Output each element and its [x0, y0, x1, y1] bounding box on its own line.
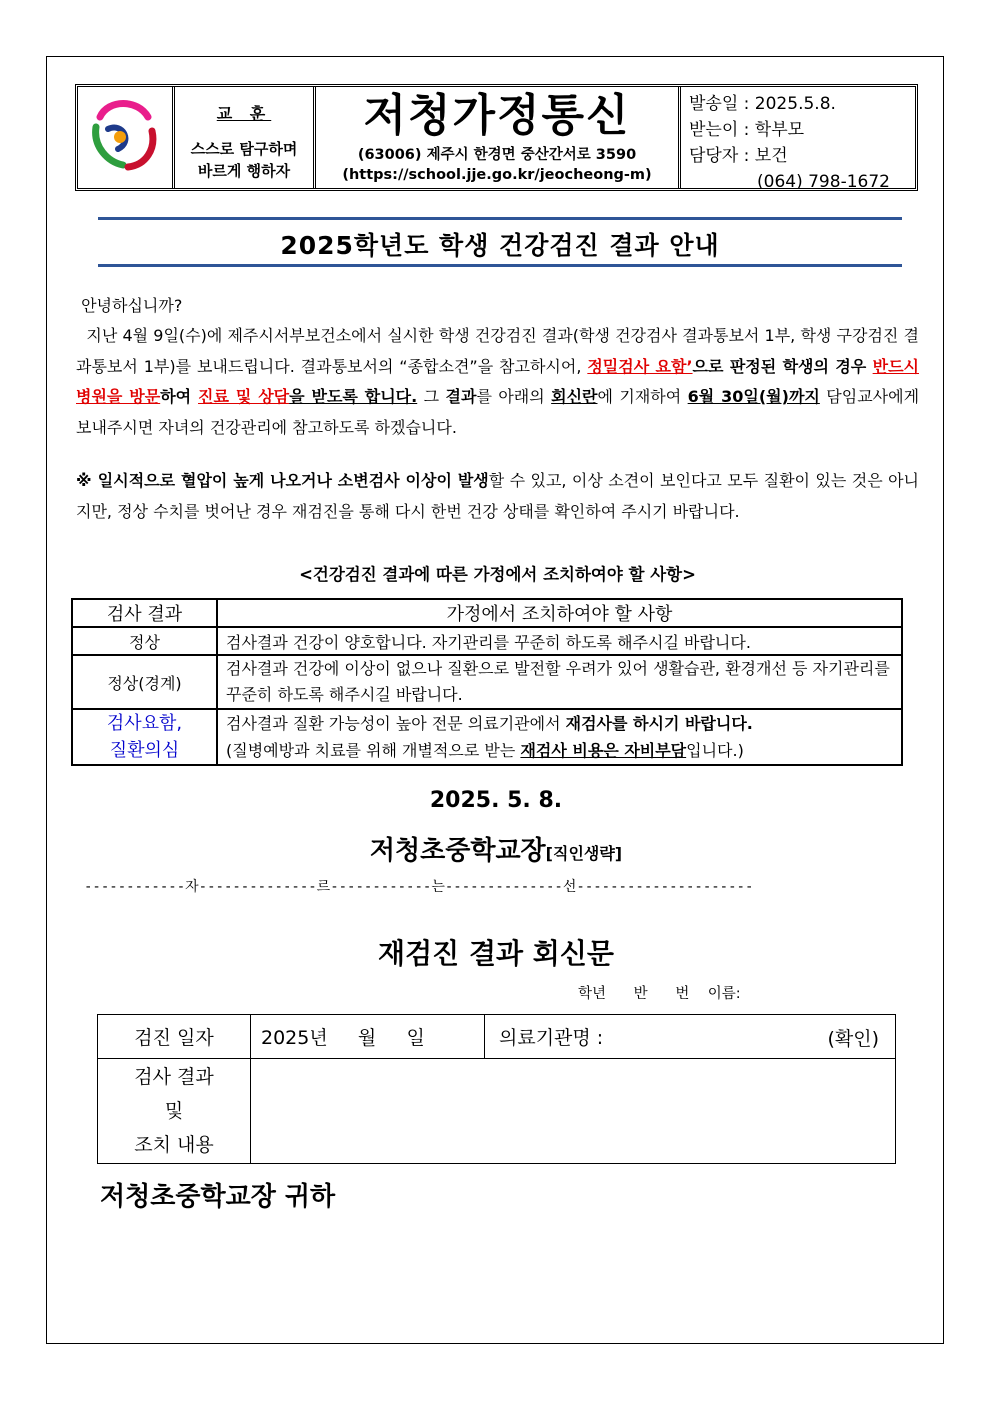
p1-b1: 으로 판정된 학생의 경우 [692, 356, 873, 376]
p1-red3: 진료 및 상담 [198, 387, 290, 406]
row-border-label: 정상(경계) [72, 655, 217, 709]
title-bar-top [98, 217, 902, 220]
row3-b: 재검사를 하시기 바랍니다. [565, 714, 753, 733]
p1-c: 그 [417, 387, 446, 406]
title-cell [316, 87, 681, 188]
row3-c: (질병예방과 치료를 위해 개별적으로 받는 [226, 741, 521, 760]
result-label-2: 및 [164, 1100, 184, 1122]
intro-paragraph [76, 321, 919, 443]
p1-b4: 결과 [445, 387, 477, 406]
greeting [76, 291, 919, 322]
motto-line-1: 스스로 탐구하며 [190, 140, 298, 158]
p1-b5: 회신란 [551, 387, 598, 406]
signature-note: [직인생략] [545, 844, 623, 863]
reply-addressee: 저청초중학교장 귀하 [100, 1182, 336, 1212]
row3-d: 재검사 비용은 자비부담 [520, 741, 687, 760]
row3-a: 검사결과 질환 가능성이 높아 전문 의료기관에서 [226, 714, 566, 733]
p1-e: 에 기재하여 [597, 387, 688, 406]
row-normal-text: 검사결과 건강이 양호합니다. 자기관리를 꾸준히 하도록 해주시길 바랍니다. [217, 627, 902, 655]
row-check-label-2: 질환의심 [109, 740, 180, 761]
hospital-field[interactable] [485, 1015, 896, 1059]
result-label-1: 검사 결과 [134, 1066, 214, 1088]
p1-red2: 반드시 병원을 방문 [76, 356, 919, 406]
school-logo-icon [78, 87, 168, 187]
p1-f: 담임교사에게 보내주시면 자녀의 건강관리에 참고하도록 하겠습니다. [76, 387, 920, 437]
reply-table [97, 1014, 896, 1164]
p1-b3: 을 받도록 합니다. [289, 387, 418, 406]
action-table [71, 598, 903, 766]
motto-heading: 교 훈 [216, 104, 272, 123]
result-content-field[interactable] [251, 1059, 896, 1164]
exam-date-label: 검진 일자 [98, 1015, 251, 1059]
row-check-text [217, 709, 902, 765]
row-check-label-1: 검사요함, [106, 713, 183, 734]
note-rest: 할 수 있고, 이상 소견이 보인다고 모두 질환이 있는 것은 아니지만, 정상 수치를 벗어난 경우 재검진을 통해 다시 한번 건강 상태를 확인하여 주시기 바랍니다. [76, 471, 919, 521]
row-normal-label: 정상 [72, 627, 217, 655]
issue-date: 발송일 : 2025.5.8. [689, 94, 836, 114]
p1-b6: 6월 30일(월)까지 [687, 387, 820, 406]
issue-date-bottom: 2025. 5. 8. [429, 788, 563, 813]
issue-info [681, 87, 915, 192]
col-header-action: 가정에서 조치하여야 할 사항 [217, 599, 902, 627]
school-logo [78, 87, 175, 188]
row3-e: 입니다.) [686, 741, 744, 760]
manager: 담당자 : 보건 [689, 146, 788, 166]
main-title: 2025학년도 학생 건강검진 결과 안내 [280, 231, 720, 260]
p1-a: 지난 4월 9일(수)에 제주시서부보건소에서 실시한 학생 건강검진 결과(학생 건강검사 결과통보서 1부, 학생 구강검진 결과통보서 1부)를 보내드립니다. 결과통보서의 “종합소견”을 참고하시어, [76, 326, 919, 376]
cut-line: ------------자--------------르------------는--------------선--------------------- [84, 879, 754, 895]
newsletter-header [75, 84, 918, 191]
student-info: 학년 반 번 이름: [578, 986, 741, 1002]
result-label-3: 조치 내용 [134, 1134, 214, 1156]
principal-signature [0, 830, 992, 867]
col-header-result: 검사 결과 [72, 599, 217, 627]
reply-title: 재검진 결과 회신문 [378, 937, 614, 970]
recipient: 받는이 : 학부모 [689, 120, 805, 140]
result-label [98, 1059, 251, 1164]
note-bold: ※ 일시적으로 혈압이 높게 나오거나 소변검사 이상이 발생 [76, 471, 489, 490]
exam-date-field[interactable]: 2025년 월 일 [251, 1015, 485, 1059]
confirm-text: (확인) [827, 1028, 879, 1050]
row-check-label [72, 709, 217, 765]
school-address: (63006) 제주시 한경면 중산간서로 3590 [357, 147, 637, 163]
phone-number: (064) 798-1672 [757, 172, 890, 192]
title-bar-bottom [98, 264, 902, 267]
hospital-label: 의료기관명 : [499, 1027, 604, 1049]
school-url: (https://school.jje.go.kr/jeocheong-m) [342, 167, 652, 183]
signature-text: 저청초중학교장 [369, 836, 546, 866]
row-border-text: 검사결과 건강에 이상이 없으나 질환으로 발전할 우려가 있어 생활습관, 환경개선 등 자기관리를 꾸준히 하도록 해주시길 바랍니다. [217, 655, 902, 709]
p1-b2: 하여 [160, 387, 199, 406]
school-motto [175, 87, 316, 188]
table-heading: <건강검진 결과에 따른 가정에서 조치하여야 할 사항> [299, 565, 696, 584]
motto-line-2: 바르게 행하자 [197, 162, 291, 180]
p1-d: 를 아래의 [476, 387, 552, 406]
greeting-text: 안녕하십니까? [81, 296, 183, 315]
newsletter-title: 저청가정통신 [363, 90, 631, 141]
note-paragraph [76, 466, 919, 527]
p1-red1: 정밀검사 요함’ [587, 356, 693, 376]
